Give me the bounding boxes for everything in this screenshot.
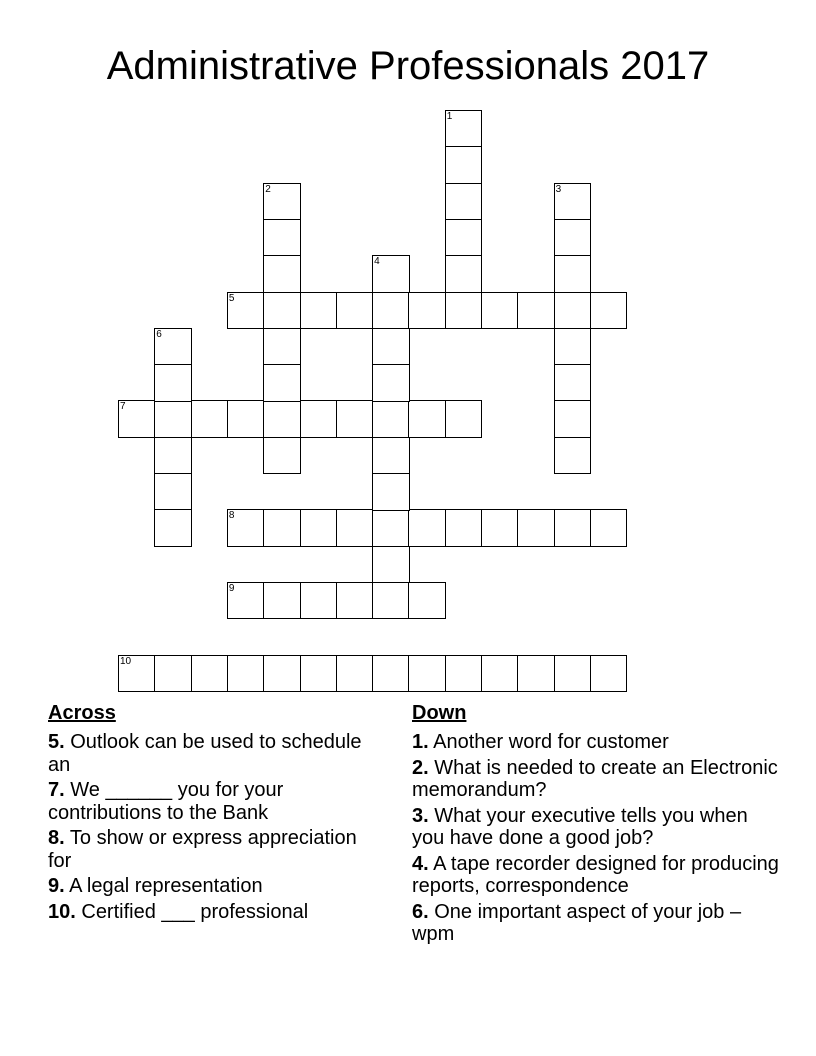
grid-cell[interactable] (300, 655, 338, 693)
grid-cell[interactable] (300, 509, 338, 547)
grid-cell[interactable] (445, 110, 483, 148)
cell-number: 1 (446, 111, 453, 122)
down-clue (412, 901, 782, 946)
clue-number: 8. (48, 827, 65, 849)
grid-cell[interactable] (554, 328, 592, 366)
cell-number: 3 (555, 183, 562, 195)
grid-cell[interactable] (263, 400, 301, 438)
grid-cell[interactable] (154, 364, 192, 402)
grid-cell[interactable] (372, 437, 410, 475)
clue-number: 3. (412, 804, 429, 827)
grid-cell[interactable] (227, 400, 265, 438)
cell-number: 2 (265, 183, 271, 195)
grid-cell[interactable] (118, 400, 156, 438)
cell-number: 8 (228, 510, 235, 522)
clue-text: Certified ___ professional (75, 900, 309, 923)
grid-cell[interactable] (445, 509, 483, 547)
clue-number: 1. (412, 731, 429, 753)
grid-cell[interactable] (263, 292, 301, 330)
grid-cell[interactable] (517, 655, 555, 693)
down-clue (412, 757, 782, 802)
grid-cell[interactable] (445, 292, 483, 330)
cell-number: 5 (228, 292, 235, 304)
grid-cell[interactable] (372, 655, 410, 693)
across-clue (48, 901, 378, 924)
grid-cell[interactable] (154, 655, 192, 693)
grid-cell[interactable] (336, 655, 374, 693)
grid-cell[interactable] (154, 328, 192, 366)
grid-cell[interactable] (263, 509, 301, 547)
grid-cell[interactable] (554, 292, 592, 330)
grid-cell[interactable] (445, 400, 483, 438)
down-clues (412, 701, 782, 949)
clue-text: What your executive tells you when you have done a good job? (412, 804, 748, 849)
clue-number: 10. (48, 900, 76, 923)
grid-cell[interactable] (445, 183, 483, 221)
grid-cell[interactable] (372, 255, 410, 293)
grid-cell[interactable] (481, 292, 519, 330)
grid-cell[interactable] (554, 183, 592, 221)
grid-cell[interactable] (554, 255, 592, 293)
grid-cell[interactable] (336, 509, 374, 547)
cell-number: 7 (120, 401, 126, 413)
puzzle-title: Administrative Professionals 2017 (106, 44, 710, 88)
across-clue (48, 731, 378, 776)
grid-cell[interactable] (300, 582, 338, 620)
down-clue (412, 731, 782, 754)
grid-cell[interactable] (372, 546, 410, 584)
grid-cell[interactable] (408, 582, 446, 620)
grid-cell[interactable] (227, 655, 265, 693)
grid-cell[interactable] (481, 509, 519, 547)
grid-cell[interactable] (481, 655, 519, 693)
grid-cell[interactable] (154, 400, 192, 438)
grid-cell[interactable] (191, 655, 229, 693)
cell-number: 6 (156, 328, 162, 340)
grid-cell[interactable] (263, 655, 301, 693)
grid-cell[interactable] (445, 219, 483, 257)
cell-number: 9 (228, 582, 235, 594)
across-clues (48, 701, 378, 926)
grid-cell[interactable] (300, 400, 338, 438)
grid-cell[interactable] (554, 219, 592, 257)
grid-cell[interactable] (590, 292, 628, 330)
grid-cell[interactable] (372, 292, 410, 330)
grid-cell[interactable] (445, 255, 483, 293)
grid-cell[interactable] (154, 437, 192, 475)
clue-number: 4. (412, 852, 429, 875)
grid-cell[interactable] (590, 509, 628, 547)
grid-cell[interactable] (263, 437, 301, 475)
across-clue (48, 779, 378, 824)
grid-cell[interactable] (372, 509, 410, 547)
grid-cell[interactable] (372, 364, 410, 402)
clue-number: 7. (48, 779, 65, 801)
down-heading: Down (412, 702, 467, 724)
clue-text: Another word for customer (428, 731, 669, 753)
grid-cell[interactable] (372, 582, 410, 620)
grid-cell[interactable] (517, 292, 555, 330)
cell-number: 4 (374, 256, 380, 268)
grid-cell[interactable] (590, 655, 628, 693)
grid-cell[interactable] (263, 582, 301, 620)
grid-cell[interactable] (227, 292, 265, 330)
grid-cell[interactable] (554, 655, 592, 693)
grid-cell[interactable] (517, 509, 555, 547)
grid-cell[interactable] (372, 400, 410, 438)
clue-number: 9. (48, 875, 65, 897)
grid-cell[interactable] (554, 509, 592, 547)
grid-cell[interactable] (263, 255, 301, 293)
clue-number: 2. (412, 756, 429, 779)
grid-cell[interactable] (445, 146, 483, 184)
clue-text: Outlook can be used to schedule an (48, 731, 362, 776)
clue-text: To show or express appreciation for (48, 827, 357, 872)
clue-text: A legal representation (64, 875, 263, 897)
grid-cell[interactable] (554, 437, 592, 475)
grid-cell[interactable] (336, 582, 374, 620)
clue-text: One important aspect of your job – wpm (412, 900, 742, 945)
across-clue (48, 875, 378, 898)
across-heading: Across (48, 702, 116, 724)
grid-cell[interactable] (263, 328, 301, 366)
cell-number: 10 (120, 655, 132, 667)
grid-cell[interactable] (336, 292, 374, 330)
grid-cell[interactable] (372, 328, 410, 366)
clue-text: A tape recorder designed for producing reports, correspondence (412, 852, 779, 897)
grid-cell[interactable] (154, 509, 192, 547)
grid-cell[interactable] (118, 655, 156, 693)
grid-cell[interactable] (336, 400, 374, 438)
down-clue (412, 853, 782, 898)
clue-number: 6. (412, 900, 429, 923)
grid-cell[interactable] (263, 183, 301, 221)
grid-cell[interactable] (408, 292, 446, 330)
grid-cell[interactable] (554, 364, 592, 402)
grid-cell[interactable] (154, 473, 192, 511)
grid-cell[interactable] (408, 400, 446, 438)
clue-text: We ______ you for your contributions to the Bank (48, 779, 284, 824)
grid-cell[interactable] (554, 400, 592, 438)
grid-cell[interactable] (408, 655, 446, 693)
grid-cell[interactable] (227, 582, 265, 620)
grid-cell[interactable] (372, 473, 410, 511)
grid-cell[interactable] (263, 219, 301, 257)
across-clue (48, 827, 378, 872)
grid-cell[interactable] (263, 364, 301, 402)
down-clue (412, 805, 782, 850)
grid-cell[interactable] (445, 655, 483, 693)
grid-cell[interactable] (191, 400, 229, 438)
clue-text: What is needed to create an Electronic memorandum? (412, 756, 778, 801)
grid-cell[interactable] (408, 509, 446, 547)
clue-number: 5. (48, 731, 65, 753)
grid-cell[interactable] (300, 292, 338, 330)
grid-cell[interactable] (227, 509, 265, 547)
